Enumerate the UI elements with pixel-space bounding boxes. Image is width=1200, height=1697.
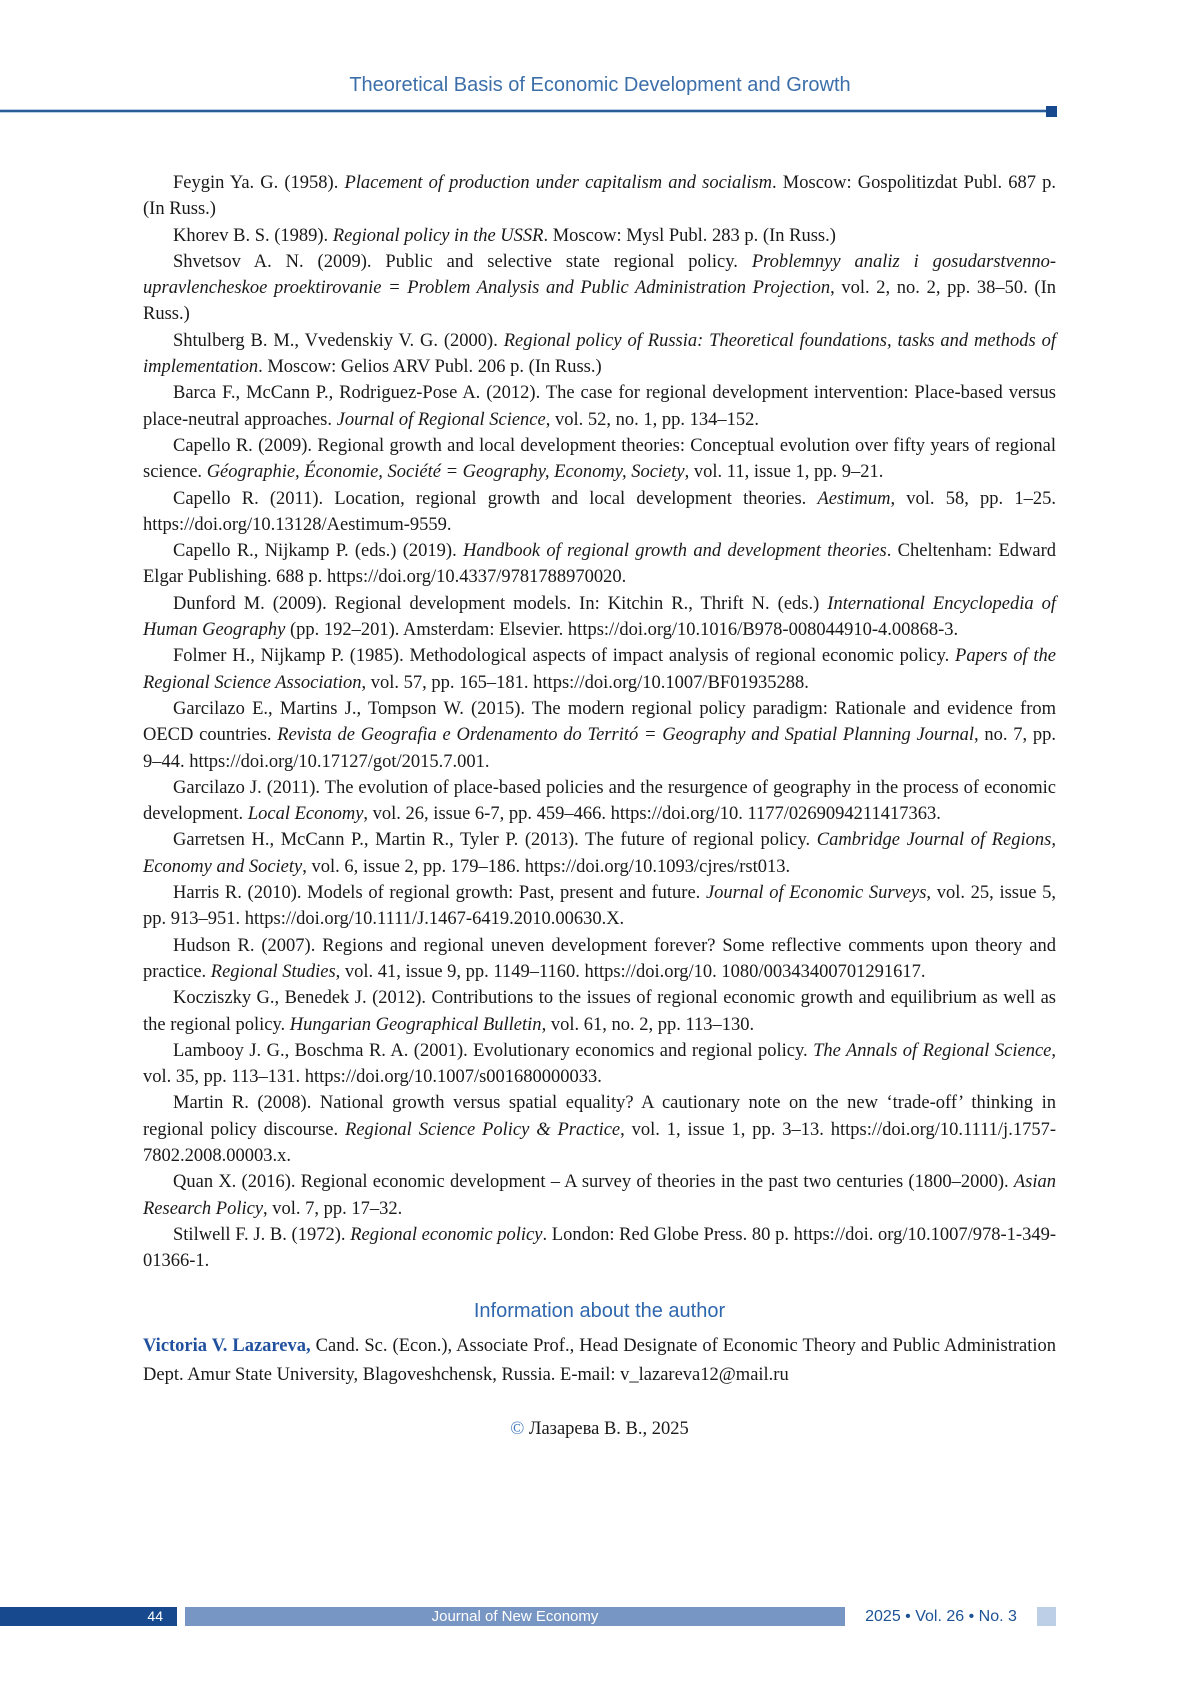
reference-item — [143, 827, 1056, 880]
reference-text-segment: . Moscow: Mysl Publ. 283 p. (In Russ.) — [543, 225, 836, 246]
reference-text-segment: , vol. 25, issue 5, pp. 913–951. https://doi.org/10.1111/J.1467-6419.2010.00630.X. — [143, 883, 1056, 930]
reference-text-segment: , vol. 61, no. 2, pp. 113–130. — [541, 1014, 755, 1035]
reference-item — [143, 1090, 1056, 1169]
reference-text-segment: Feygin Ya. G. (1958). — [173, 173, 345, 193]
copyright-icon: © — [510, 1418, 525, 1439]
reference-text-segment: (pp. 192–201). Amsterdam: Elsevier. https://doi.org/10.1016/B978-008044910-4.00868-3. — [285, 620, 959, 641]
reference-text-segment: , vol. 2, no. 2, pp. 38–50. (In Russ.) — [143, 278, 1056, 325]
reference-item — [143, 696, 1056, 775]
page-footer — [0, 1607, 1200, 1626]
reference-item — [143, 591, 1056, 644]
reference-item — [143, 1038, 1056, 1091]
reference-text-segment: Garcilazo J. (2011). The evolution of place-based policies and the resurgence of geography in the process of economic development. — [143, 777, 1056, 825]
reference-text-segment: . Moscow: Gospolitizdat Publ. 687 p. (In Russ.) — [143, 173, 1056, 220]
reference-text-segment: Shtulberg B. M., Vvedenskiy V. G. (2000). — [173, 330, 504, 351]
reference-text-segment: , vol. 1, issue 1, pp. 3–13. https://doi.org/10.1111/j.1757-7802.2008.00003.x. — [143, 1119, 1056, 1166]
journal-name: Journal of New Economy — [431, 1608, 599, 1625]
reference-text-segment: Quan X. (2016). Regional economic development – A survey of theories in the past two centuries (1800–2000). — [173, 1172, 1014, 1193]
reference-item — [143, 249, 1056, 328]
reference-title-segment: Regional economic policy — [350, 1224, 543, 1245]
reference-title-segment: Cambridge Journal of Regions, Economy and Society — [143, 830, 1056, 877]
reference-title-segment: Papers of the Regional Science Association — [143, 646, 1056, 693]
reference-text-segment: Capello R. (2009). Regional growth and local development theories: Conceptual evolution over fifty years of regional science. — [143, 435, 1056, 483]
reference-text-segment: Capello R. (2011). Location, regional growth and local development theories. — [173, 488, 818, 509]
reference-text-segment: Capello R., Nijkamp P. (eds.) (2019). — [173, 541, 463, 562]
footer-endcap-square — [1037, 1607, 1056, 1626]
reference-text-segment: , vol. 52, no. 1, pp. 134–152. — [545, 409, 759, 430]
reference-item — [143, 380, 1056, 433]
reference-title-segment: Journal of Regional Science — [336, 409, 546, 430]
reference-item — [143, 775, 1056, 828]
reference-text-segment: Shvetsov A. N. (2009). Public and selective state regional policy. — [173, 251, 752, 272]
reference-item — [143, 328, 1056, 381]
reference-text-segment: Lambooy J. G., Boschma R. A. (2001). Evolutionary economics and regional policy. — [173, 1040, 814, 1061]
author-name: Victoria V. Lazareva, — [143, 1335, 311, 1356]
reference-text-segment: Barca F., McCann P., Rodriguez-Pose A. (2012). The case for regional development intervention: Place-based versus place-neutral approaches. — [143, 383, 1056, 430]
reference-title-segment: Journal of Economic Surveys — [705, 883, 927, 904]
reference-item — [143, 433, 1056, 486]
reference-item — [143, 1222, 1056, 1275]
reference-text-segment: , vol. 26, issue 6-7, pp. 459–466. https://doi.org/10. 1177/0269094211417363. — [363, 804, 941, 825]
reference-text-segment: , vol. 7, pp. 17–32. — [263, 1198, 403, 1219]
reference-item — [143, 933, 1056, 986]
reference-item — [143, 538, 1056, 591]
reference-text-segment: Harris R. (2010). Models of regional growth: Past, present and future. — [173, 883, 706, 904]
reference-title-segment: Regional policy in the USSR — [332, 225, 544, 246]
reference-text-segment: , no. 7, pp. 9–44. https://doi.org/10.17127/got/2015.7.001. — [143, 725, 1056, 772]
reference-text-segment: . Moscow: Gelios ARV Publ. 206 p. (In Russ.) — [258, 357, 602, 378]
reference-text-segment: , vol. 11, issue 1, pp. 9–21. — [684, 462, 884, 483]
reference-title-segment: Revista de Geografia e Ordenamento do Territó = Geography and Spatial Planning Journal — [277, 725, 974, 746]
reference-text-segment: Folmer H., Nijkamp P. (1985). Methodological aspects of impact analysis of regional economic policy. — [173, 646, 956, 667]
reference-title-segment: Regional policy of Russia: Theoretical foundations, tasks and methods of implementation — [143, 330, 1056, 378]
reference-item — [143, 880, 1056, 933]
reference-title-segment: Local Economy — [247, 804, 364, 825]
header-rule-endcap — [1046, 106, 1057, 117]
reference-text-segment: Hudson R. (2007). Regions and regional uneven development forever? Some reflective comments upon theory and practice. — [143, 935, 1056, 982]
reference-text-segment: , vol. 57, pp. 165–181. https://doi.org/10.1007/BF01935288. — [361, 672, 809, 693]
reference-title-segment: Handbook of regional growth and development theories — [462, 541, 887, 562]
reference-title-segment: Regional Studies — [210, 961, 336, 982]
reference-item — [143, 985, 1056, 1038]
reference-text-segment: Khorev B. S. (1989). — [173, 225, 333, 246]
journal-name-bar — [185, 1607, 845, 1626]
reference-item — [143, 643, 1056, 696]
reference-title-segment: Asian Research Policy — [143, 1172, 1056, 1219]
reference-title-segment: Aestimum — [817, 488, 891, 509]
reference-text-segment: . Cheltenham: Edward Elgar Publishing. 688 p. https://doi.org/10.4337/9781788970020. — [143, 541, 1056, 588]
reference-text-segment: Garcilazo E., Martins J., Tompson W. (2015). The modern regional policy paradigm: Rationale and evidence from OECD countries. — [143, 698, 1056, 746]
copyright-line — [143, 1416, 1056, 1442]
reference-item — [143, 223, 1056, 249]
reference-item — [143, 170, 1056, 223]
reference-text-segment: Stilwell F. J. B. (1972). — [173, 1224, 351, 1245]
references-list — [143, 170, 1056, 1274]
reference-title-segment: Placement of production under capitalism and socialism — [344, 173, 773, 193]
author-details: Cand. Sc. (Econ.), Associate Prof., Head Designate of Economic Theory and Public Administration Dept. Amur State University, Blagoveshchensk, Russia. E-mail: v_lazareva12@mail.ru — [143, 1335, 1056, 1385]
page-number: 44 — [147, 1608, 163, 1624]
reference-title-segment: International Encyclopedia of Human Geography — [143, 593, 1056, 641]
reference-title-segment: The Annals of Regional Science — [813, 1040, 1052, 1061]
copyright-text: Лазарева В. В., 2025 — [524, 1418, 689, 1439]
running-title: Theoretical Basis of Economic Development and Growth — [349, 74, 851, 96]
page-number-bar — [0, 1607, 177, 1626]
reference-item — [143, 486, 1056, 539]
author-info — [143, 1332, 1056, 1390]
reference-text-segment: , vol. 58, pp. 1–25. https://doi.org/10.13128/Aestimum-9559. — [143, 488, 1057, 535]
reference-title-segment: Hungarian Geographical Bulletin — [289, 1014, 542, 1035]
issue-info: 2025 • Vol. 26 • No. 3 — [865, 1608, 1017, 1625]
reference-text-segment: Martin R. (2008). National growth versus spatial equality? A cautionary note on the new ‘trade-off’ thinking in regional policy discourse. — [143, 1093, 1056, 1140]
reference-text-segment: , vol. 41, issue 9, pp. 1149–1160. https://doi.org/10. 1080/00343400701291617. — [335, 961, 926, 982]
reference-text-segment: Kocziszky G., Benedek J. (2012). Contributions to the issues of regional economic growth and equilibrium as well as the regional policy. — [143, 988, 1056, 1035]
reference-text-segment: Dunford M. (2009). Regional development models. In: Kitchin R., Thrift N. (eds.) — [173, 593, 828, 614]
author-info-heading: Information about the author — [473, 1300, 726, 1323]
reference-title-segment: Regional Science Policy & Practice — [345, 1119, 621, 1140]
reference-title-segment: Géographie, Économie, Société = Geography, Economy, Society — [206, 462, 685, 483]
reference-text-segment: . London: Red Globe Press. 80 p. https://doi. org/10.1007/978-1-349-01366-1. — [143, 1224, 1056, 1272]
reference-text-segment: , vol. 35, pp. 113–131. https://doi.org/10.1007/s001680000033. — [143, 1040, 1056, 1088]
header-rule — [0, 109, 1051, 113]
reference-item — [143, 1169, 1056, 1222]
reference-title-segment: Problemnyy analiz i gosudarstvenno-upravlencheskoe proektirovanie = Problem Analysis and Public Administration Projection — [143, 251, 1056, 299]
reference-text-segment: Garretsen H., McCann P., Martin R., Tyler P. (2013). The future of regional policy. — [173, 830, 817, 851]
reference-text-segment: , vol. 6, issue 2, pp. 179–186. https://doi.org/10.1093/cjres/rst013. — [302, 856, 791, 877]
main-content — [143, 170, 1056, 1442]
